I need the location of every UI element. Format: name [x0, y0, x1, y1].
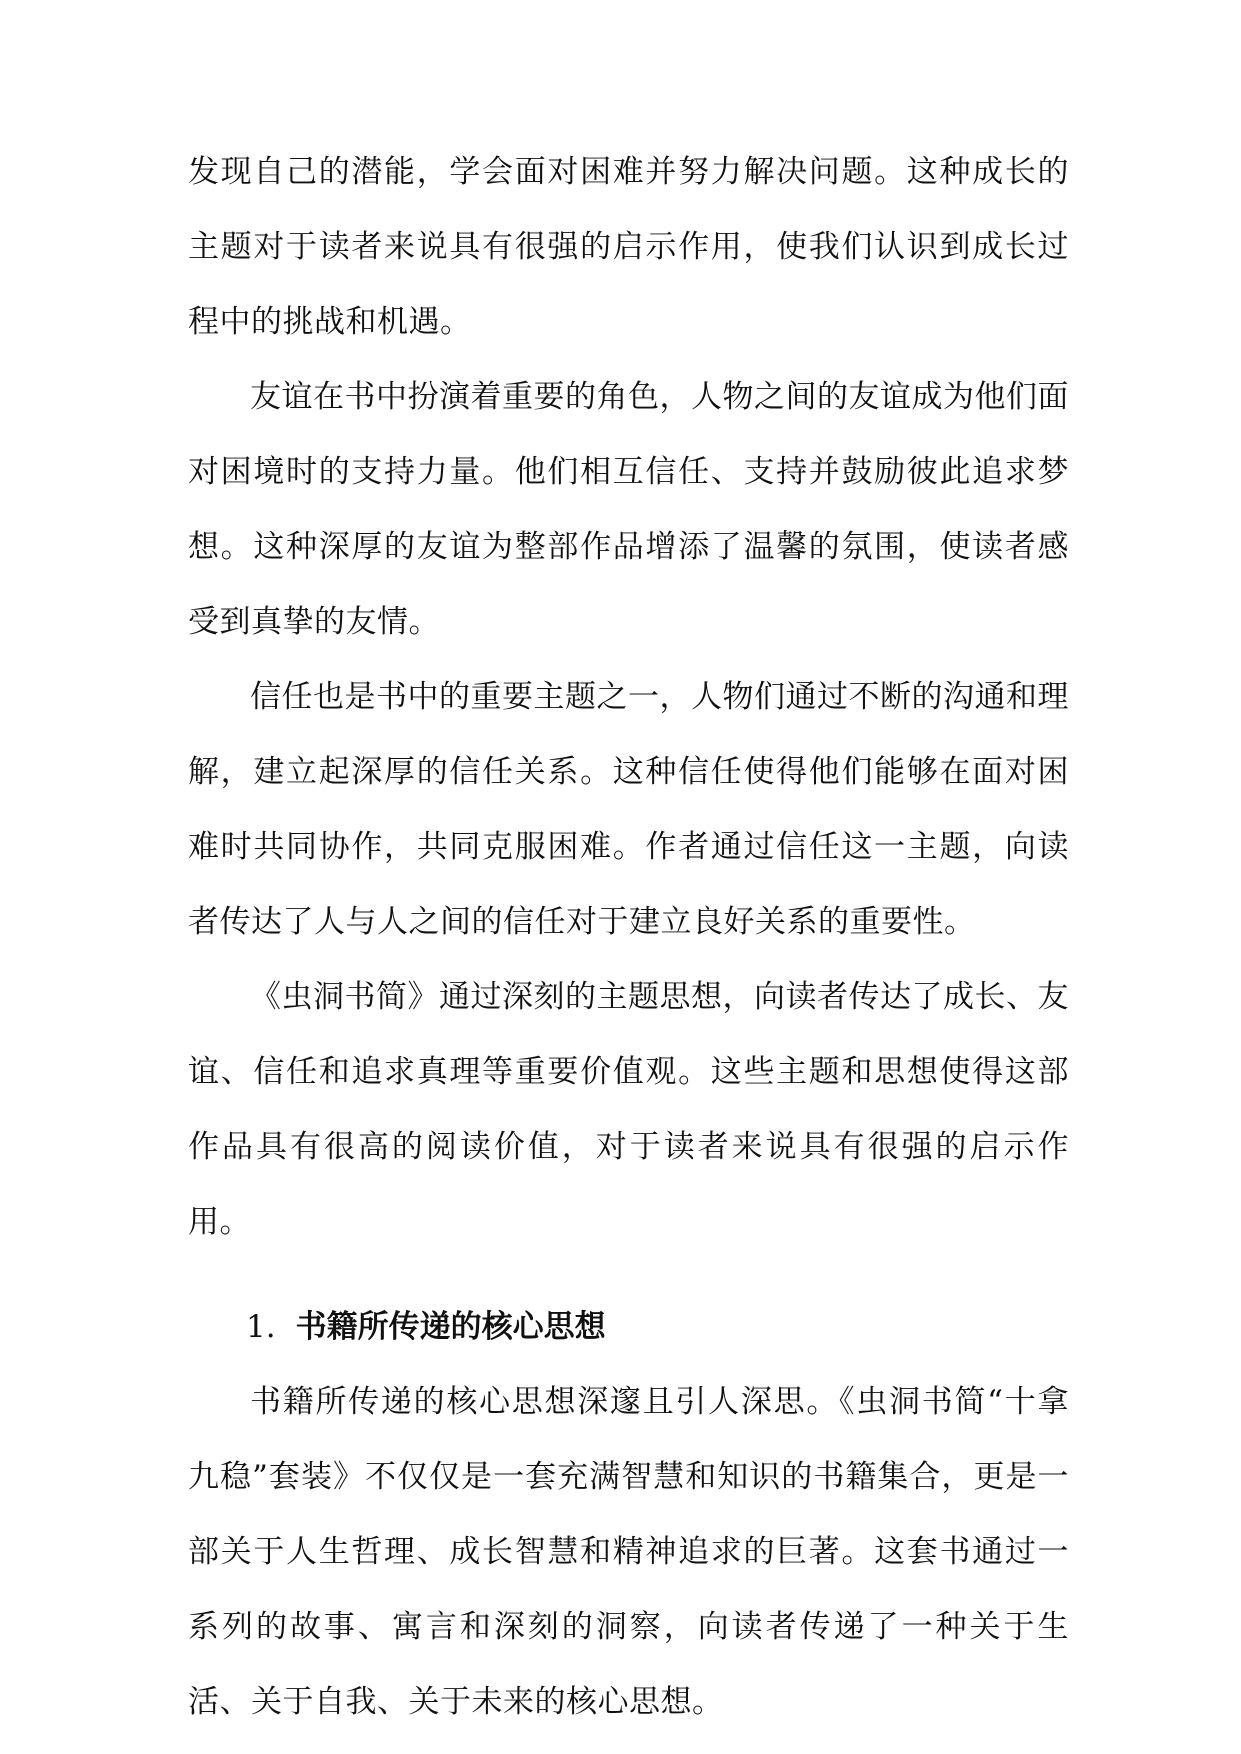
body-paragraph-core-ideas: 书籍所传递的核心思想深邃且引人深思。《虫洞书简“十拿九稳”套装》不仅仅是一套充满智慧和知识的书籍集合，更是一部关于人生哲理、成长智慧和精神追求的巨著。这套书通过一系列的故事、寓言和深刻的洞察，向读者传递了一种关于生活、关于自我、关于未来的核心思想。 — [188, 1384, 1069, 1720]
section-number: 1. — [246, 1309, 276, 1345]
body-paragraph-growth-theme: 发现自己的潜能，学会面对困难并努力解决问题。这种成长的主题对于读者来说具有很强的启示作用，使我们认识到成长过程中的挑战和机遇。 — [188, 154, 1069, 340]
section-title: 书籍所传递的核心思想 — [295, 1309, 606, 1345]
body-paragraph-friendship: 友谊在书中扮演着重要的角色，人物之间的友谊成为他们面对困境时的支持力量。他们相互信任、支持并鼓励彼此追求梦想。这种深厚的友谊为整部作品增添了温馨的氛围，使读者感受到真挚的友情。 — [188, 379, 1069, 640]
body-paragraph-trust: 信任也是书中的重要主题之一，人物们通过不断的沟通和理解，建立起深厚的信任关系。这种信任使得他们能够在面对困难时共同协作，共同克服困难。作者通过信任这一主题，向读者传达了人与人之间的信任对于建立良好关系的重要性。 — [188, 679, 1069, 940]
body-paragraph-summary: 《虫洞书简》通过深刻的主题思想，向读者传达了成长、友谊、信任和追求真理等重要价值观。这些主题和思想使得这部作品具有很高的阅读价值，对于读者来说具有很强的启示作用。 — [188, 979, 1069, 1240]
section-heading — [188, 1290, 1069, 1365]
